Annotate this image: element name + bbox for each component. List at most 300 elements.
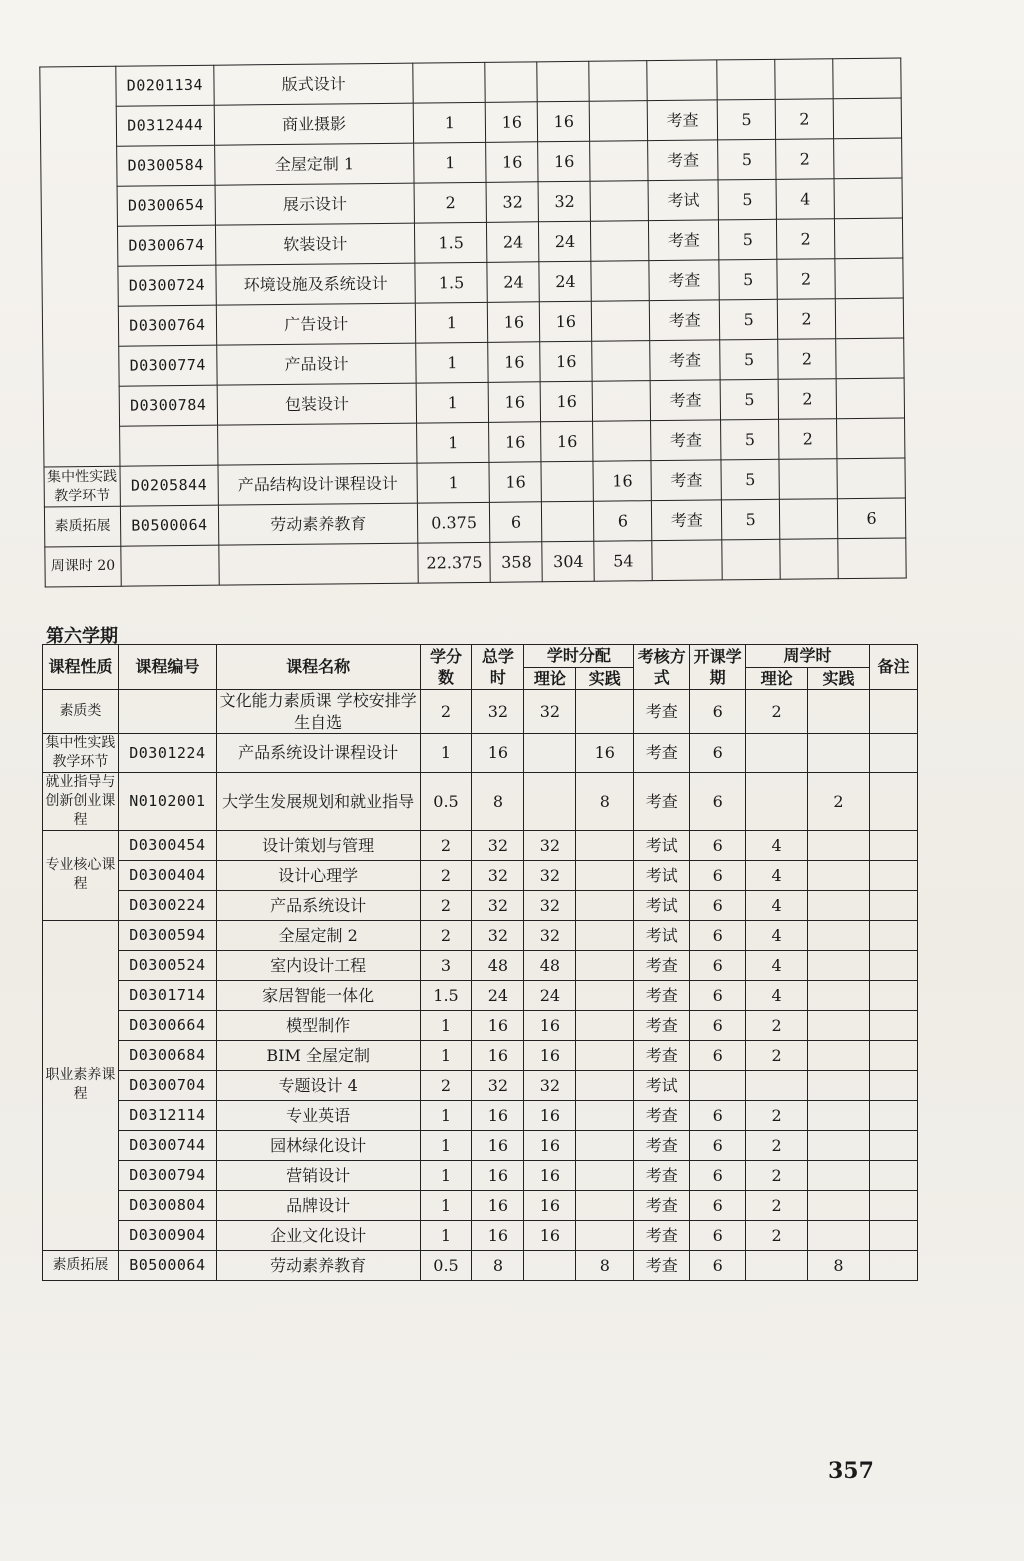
cell-code: D0312444 — [116, 105, 214, 146]
cell-theory: 304 — [542, 541, 594, 582]
cell-practice — [589, 61, 647, 102]
cell-credit: 2 — [420, 830, 472, 860]
cell-w-theory: 2 — [777, 219, 835, 260]
cell-name: 产品结构设计课程设计 — [218, 463, 418, 505]
cell-practice — [576, 890, 634, 920]
cell-credit: 1 — [420, 734, 472, 773]
cell-credit: 1 — [417, 422, 489, 463]
cell-credit: 1.5 — [415, 222, 487, 263]
cell-term: 6 — [690, 890, 746, 920]
table-row — [43, 890, 918, 920]
cell-name: 家居智能一体化 — [216, 980, 420, 1010]
cell-nature: 集中性实践教学环节 — [44, 466, 120, 507]
cell-theory: 16 — [524, 1190, 576, 1220]
cell-code: D0300774 — [119, 345, 217, 386]
cell-w-theory: 4 — [746, 980, 808, 1010]
header-exam: 考核方式 — [634, 645, 690, 690]
cell-theory: 32 — [524, 860, 576, 890]
cell-term: 6 — [690, 734, 746, 773]
cell-theory — [541, 461, 593, 502]
cell-hours: 16 — [488, 302, 540, 343]
cell-practice: 16 — [576, 734, 634, 773]
cell-practice — [576, 1040, 634, 1070]
cell-w-practice: 8 — [808, 1250, 870, 1280]
cell-name: 大学生发展规划和就业指导 — [216, 773, 420, 831]
cell-w-theory — [779, 499, 837, 540]
cell-hours: 16 — [489, 382, 541, 423]
cell-theory — [542, 501, 594, 542]
cell-remark — [869, 1220, 917, 1250]
cell-remark — [869, 890, 917, 920]
cell-w-practice — [833, 58, 901, 99]
cell-hours: 16 — [472, 1160, 524, 1190]
cell-theory — [524, 1250, 576, 1280]
cell-code: D0300224 — [118, 890, 216, 920]
cell-name: 室内设计工程 — [216, 950, 420, 980]
cell-theory: 16 — [524, 1130, 576, 1160]
cell-hours: 48 — [472, 950, 524, 980]
cell-practice — [576, 1160, 634, 1190]
cell-term: 6 — [690, 980, 746, 1010]
table-row — [43, 1190, 918, 1220]
cell-hours: 16 — [472, 1220, 524, 1250]
cell-remark — [869, 1010, 917, 1040]
cell-theory: 16 — [540, 301, 592, 342]
cell-credit: 1.5 — [420, 980, 472, 1010]
table-row — [43, 1070, 918, 1100]
cell-term: 5 — [720, 339, 778, 380]
cell-credit: 1.5 — [415, 262, 487, 303]
cell-theory: 16 — [524, 1010, 576, 1040]
cell-name: 产品系统设计课程设计 — [216, 734, 420, 773]
cell-credit: 2 — [420, 1070, 472, 1100]
cell-credit: 1 — [416, 302, 488, 343]
cell-nature: 素质类 — [43, 690, 119, 734]
cell-name: 园林绿化设计 — [216, 1130, 420, 1160]
cell-theory: 16 — [524, 1040, 576, 1070]
cell-hours: 16 — [486, 142, 538, 183]
table-row — [43, 1130, 918, 1160]
cell-code: D0300784 — [119, 385, 217, 426]
cell-credit: 1 — [417, 382, 489, 423]
cell-hours: 16 — [472, 1190, 524, 1220]
cell-name: 品牌设计 — [216, 1190, 420, 1220]
cell-practice — [576, 860, 634, 890]
cell-name: 产品设计 — [217, 343, 417, 385]
cell-practice — [591, 261, 649, 302]
cell-credit: 1 — [420, 1130, 472, 1160]
cell-hours: 16 — [472, 1100, 524, 1130]
cell-exam: 考查 — [649, 260, 719, 301]
cell-term: 6 — [690, 1160, 746, 1190]
cell-practice — [591, 221, 649, 262]
cell-w-practice — [808, 1070, 870, 1100]
cell-term — [690, 1070, 746, 1100]
cell-code: D0300724 — [118, 265, 216, 306]
cell-name: 设计心理学 — [216, 860, 420, 890]
cell-nature: 就业指导与创新创业课程 — [43, 773, 119, 831]
cell-exam: 考试 — [634, 1070, 690, 1100]
cell-exam: 考试 — [634, 860, 690, 890]
cell-name: 劳动素养教育 — [218, 503, 418, 545]
table-row — [45, 538, 906, 587]
cell-w-practice — [833, 98, 901, 139]
cell-exam: 考查 — [634, 734, 690, 773]
cell-name: 包装设计 — [217, 383, 417, 425]
cell-practice — [593, 421, 651, 462]
cell-name: BIM 全屋定制 — [216, 1040, 420, 1070]
cell-code: D0300454 — [118, 830, 216, 860]
cell-name: 营销设计 — [216, 1160, 420, 1190]
cell-exam: 考试 — [648, 180, 718, 221]
cell-code — [118, 690, 216, 734]
cell-hours: 32 — [486, 182, 538, 223]
cell-name: 全屋定制 1 — [214, 143, 414, 185]
cell-exam: 考查 — [651, 460, 721, 501]
table-row — [43, 950, 918, 980]
cell-w-practice — [808, 1160, 870, 1190]
table-row — [43, 980, 918, 1010]
cell-w-theory — [779, 459, 837, 500]
cell-hours: 16 — [488, 342, 540, 383]
cell-nature: 周课时 20 — [45, 546, 121, 587]
cell-term: 6 — [690, 773, 746, 831]
cell-practice — [592, 381, 650, 422]
cell-exam — [652, 540, 722, 581]
cell-remark — [869, 980, 917, 1010]
cell-hours: 16 — [489, 422, 541, 463]
cell-credit: 1 — [420, 1190, 472, 1220]
cell-w-theory — [780, 539, 838, 580]
cell-w-practice — [837, 458, 905, 499]
table-row — [43, 1100, 918, 1130]
cell-credit: 1 — [420, 1220, 472, 1250]
cell-exam: 考查 — [648, 140, 718, 181]
cell-exam: 考查 — [650, 300, 720, 341]
cell-theory: 32 — [524, 830, 576, 860]
cell-credit: 2 — [420, 890, 472, 920]
cell-name: 产品系统设计 — [216, 890, 420, 920]
cell-w-practice: 2 — [808, 773, 870, 831]
cell-exam: 考查 — [634, 1010, 690, 1040]
cell-hours: 8 — [472, 773, 524, 831]
cell-w-practice — [808, 920, 870, 950]
cell-term: 5 — [722, 499, 780, 540]
cell-credit: 0.5 — [420, 1250, 472, 1280]
cell-w-practice — [808, 1220, 870, 1250]
cell-w-theory: 4 — [746, 830, 808, 860]
cell-hours: 32 — [472, 1070, 524, 1100]
cell-exam: 考查 — [634, 1040, 690, 1070]
cell-theory: 32 — [538, 181, 590, 222]
cell-code: D0300654 — [117, 185, 215, 226]
page-number: 357 — [828, 1458, 874, 1484]
cell-theory: 16 — [524, 1100, 576, 1130]
cell-credit: 1 — [414, 102, 486, 143]
cell-term — [717, 59, 775, 100]
cell-w-practice — [808, 860, 870, 890]
cell-name: 劳动素养教育 — [216, 1250, 420, 1280]
cell-theory: 32 — [524, 920, 576, 950]
cell-w-practice — [834, 138, 902, 179]
cell-exam: 考查 — [634, 1100, 690, 1130]
table-row — [43, 920, 918, 950]
header-practice: 实践 — [576, 667, 634, 690]
cell-w-theory: 4 — [746, 950, 808, 980]
cell-theory — [524, 734, 576, 773]
cell-term: 5 — [720, 379, 778, 420]
cell-code: D0301224 — [118, 734, 216, 773]
cell-exam: 考查 — [647, 100, 717, 141]
cell-w-theory: 2 — [746, 1160, 808, 1190]
cell-name: 商业摄影 — [214, 103, 414, 145]
cell-nature: 专业核心课程 — [43, 830, 119, 920]
cell-credit: 2 — [420, 920, 472, 950]
cell-term: 5 — [719, 219, 777, 260]
cell-name: 广告设计 — [216, 303, 416, 345]
cell-practice — [576, 1190, 634, 1220]
cell-w-theory: 4 — [746, 890, 808, 920]
cell-name — [217, 423, 417, 465]
cell-hours: 32 — [472, 690, 524, 734]
cell-practice — [576, 830, 634, 860]
cell-practice — [576, 980, 634, 1010]
cell-w-practice — [837, 418, 905, 459]
cell-remark — [869, 920, 917, 950]
cell-w-practice — [808, 950, 870, 980]
cell-credit: 0.5 — [420, 773, 472, 831]
cell-remark — [869, 1100, 917, 1130]
cell-hours: 24 — [487, 222, 539, 263]
cell-practice — [590, 101, 648, 142]
cell-remark — [869, 690, 917, 734]
cell-exam: 考查 — [649, 220, 719, 261]
semester-title: 第六学期 — [46, 626, 118, 647]
cell-w-theory: 2 — [777, 259, 835, 300]
cell-exam: 考查 — [634, 1160, 690, 1190]
cell-hours: 16 — [489, 462, 541, 503]
cell-credit: 3 — [420, 950, 472, 980]
cell-name — [219, 543, 419, 585]
cell-practice — [576, 1100, 634, 1130]
cell-credit — [413, 62, 485, 103]
cell-credit: 1 — [420, 1040, 472, 1070]
cell-theory: 16 — [524, 1160, 576, 1190]
cell-code: D0300594 — [118, 920, 216, 950]
cell-exam: 考查 — [634, 773, 690, 831]
header-weekly: 周学时 — [746, 645, 870, 668]
cell-nature: 职业素养课程 — [43, 920, 119, 1250]
cell-code: D0300684 — [118, 1040, 216, 1070]
bottom-table-body — [43, 690, 918, 1281]
cell-hours: 24 — [472, 980, 524, 1010]
cell-hours: 16 — [486, 102, 538, 143]
cell-term: 6 — [690, 1040, 746, 1070]
cell-hours: 32 — [472, 920, 524, 950]
cell-exam: 考查 — [634, 1250, 690, 1280]
cell-w-practice — [808, 1100, 870, 1130]
cell-w-practice — [834, 178, 902, 219]
cell-practice — [576, 1130, 634, 1160]
cell-practice: 8 — [576, 773, 634, 831]
cell-name: 环境设施及系统设计 — [216, 263, 416, 305]
cell-remark — [869, 1160, 917, 1190]
cell-code: D0300524 — [118, 950, 216, 980]
cell-exam: 考查 — [634, 950, 690, 980]
cell-hours: 32 — [472, 830, 524, 860]
cell-exam: 考试 — [634, 890, 690, 920]
cell-practice — [576, 1070, 634, 1100]
cell-term: 5 — [717, 99, 775, 140]
table-row — [43, 1010, 918, 1040]
cell-theory: 24 — [539, 221, 591, 262]
cell-code — [121, 545, 219, 586]
cell-exam: 考试 — [634, 830, 690, 860]
cell-hours: 16 — [472, 1010, 524, 1040]
cell-practice — [576, 950, 634, 980]
cell-w-practice — [836, 338, 904, 379]
cell-remark — [869, 1130, 917, 1160]
cell-w-theory — [746, 1250, 808, 1280]
cell-code: D0300804 — [118, 1190, 216, 1220]
cell-w-theory — [746, 773, 808, 831]
cell-nature: 素质拓展 — [43, 1250, 119, 1280]
cell-remark — [869, 830, 917, 860]
cell-w-practice — [835, 298, 903, 339]
cell-credit: 1 — [414, 142, 486, 183]
cell-w-theory: 4 — [746, 860, 808, 890]
header-weekly-theory: 理论 — [746, 667, 808, 690]
cell-theory: 32 — [524, 890, 576, 920]
cell-exam: 考查 — [651, 420, 721, 461]
cell-practice — [576, 920, 634, 950]
header-hours: 总学时 — [472, 645, 524, 690]
cell-w-practice — [808, 1130, 870, 1160]
cell-hours: 16 — [472, 1130, 524, 1160]
cell-hours: 32 — [472, 890, 524, 920]
cell-remark — [869, 734, 917, 773]
cell-hours: 24 — [487, 262, 539, 303]
cell-theory — [524, 773, 576, 831]
cell-w-practice: 6 — [837, 498, 905, 539]
cell-w-theory — [746, 1070, 808, 1100]
cell-code: D0300744 — [118, 1130, 216, 1160]
cell-w-practice — [808, 690, 870, 734]
cell-w-theory: 2 — [779, 419, 837, 460]
cell-term: 5 — [719, 259, 777, 300]
cell-term — [722, 539, 780, 580]
table-header — [43, 645, 918, 690]
cell-term: 5 — [718, 139, 776, 180]
cell-code: D0300764 — [118, 305, 216, 346]
semester-six-table — [42, 644, 918, 1281]
cell-w-practice — [808, 734, 870, 773]
cell-remark — [869, 773, 917, 831]
cell-theory: 16 — [541, 381, 593, 422]
cell-practice: 54 — [594, 541, 652, 582]
cell-exam: 考查 — [634, 1130, 690, 1160]
cell-credit: 0.375 — [418, 502, 490, 543]
table-row — [43, 734, 918, 773]
cell-credit: 1 — [416, 342, 488, 383]
cell-code: D0300794 — [118, 1160, 216, 1190]
cell-w-practice — [834, 218, 902, 259]
cell-code: D0301714 — [118, 980, 216, 1010]
header-weekly-practice: 实践 — [808, 667, 870, 690]
cell-term: 6 — [690, 950, 746, 980]
cell-w-theory: 2 — [775, 99, 833, 140]
cell-code: B0500064 — [118, 1250, 216, 1280]
cell-code: D0300664 — [118, 1010, 216, 1040]
cell-exam: 考查 — [652, 500, 722, 541]
cell-code — [119, 425, 217, 466]
cell-theory: 48 — [524, 950, 576, 980]
cell-w-practice — [808, 980, 870, 1010]
top-course-table — [39, 58, 906, 588]
cell-term: 6 — [690, 1100, 746, 1130]
cell-name: 设计策划与管理 — [216, 830, 420, 860]
cell-name: 企业文化设计 — [216, 1220, 420, 1250]
cell-name: 全屋定制 2 — [216, 920, 420, 950]
cell-name: 软装设计 — [215, 223, 415, 265]
cell-theory: 24 — [539, 261, 591, 302]
cell-term: 5 — [719, 299, 777, 340]
cell-w-theory: 2 — [746, 1130, 808, 1160]
cell-code: D0300904 — [118, 1220, 216, 1250]
cell-term: 6 — [690, 1010, 746, 1040]
cell-name: 展示设计 — [215, 183, 415, 225]
table-row — [43, 1220, 918, 1250]
cell-practice: 6 — [594, 501, 652, 542]
cell-w-theory: 2 — [746, 1220, 808, 1250]
cell-credit: 2 — [420, 690, 472, 734]
cell-w-theory: 2 — [746, 690, 808, 734]
cell-w-practice — [808, 1010, 870, 1040]
cell-code: D0201134 — [116, 65, 214, 106]
cell-nature: 素质拓展 — [44, 506, 120, 547]
cell-w-practice — [835, 258, 903, 299]
cell-term: 5 — [721, 459, 779, 500]
header-credit: 学分数 — [420, 645, 472, 690]
cell-nature — [40, 66, 120, 467]
cell-practice — [590, 181, 648, 222]
header-nature: 课程性质 — [43, 645, 119, 690]
cell-credit: 2 — [415, 182, 487, 223]
cell-w-theory — [746, 734, 808, 773]
cell-w-practice — [836, 378, 904, 419]
cell-exam: 考查 — [634, 980, 690, 1010]
header-theory: 理论 — [524, 667, 576, 690]
cell-exam — [647, 60, 717, 101]
cell-remark — [869, 1190, 917, 1220]
cell-w-theory: 2 — [778, 339, 836, 380]
cell-term: 6 — [690, 920, 746, 950]
cell-theory — [537, 61, 589, 102]
cell-theory: 16 — [538, 101, 590, 142]
cell-w-theory: 2 — [776, 139, 834, 180]
header-dist: 学时分配 — [524, 645, 634, 668]
cell-hours — [485, 62, 537, 103]
cell-term: 6 — [690, 1130, 746, 1160]
cell-term: 6 — [690, 690, 746, 734]
cell-code: N0102001 — [118, 773, 216, 831]
cell-exam: 考查 — [634, 1190, 690, 1220]
cell-w-theory: 2 — [746, 1010, 808, 1040]
table-row — [43, 1160, 918, 1190]
table-row — [43, 1040, 918, 1070]
cell-exam: 考查 — [634, 690, 690, 734]
cell-nature: 集中性实践教学环节 — [43, 734, 119, 773]
